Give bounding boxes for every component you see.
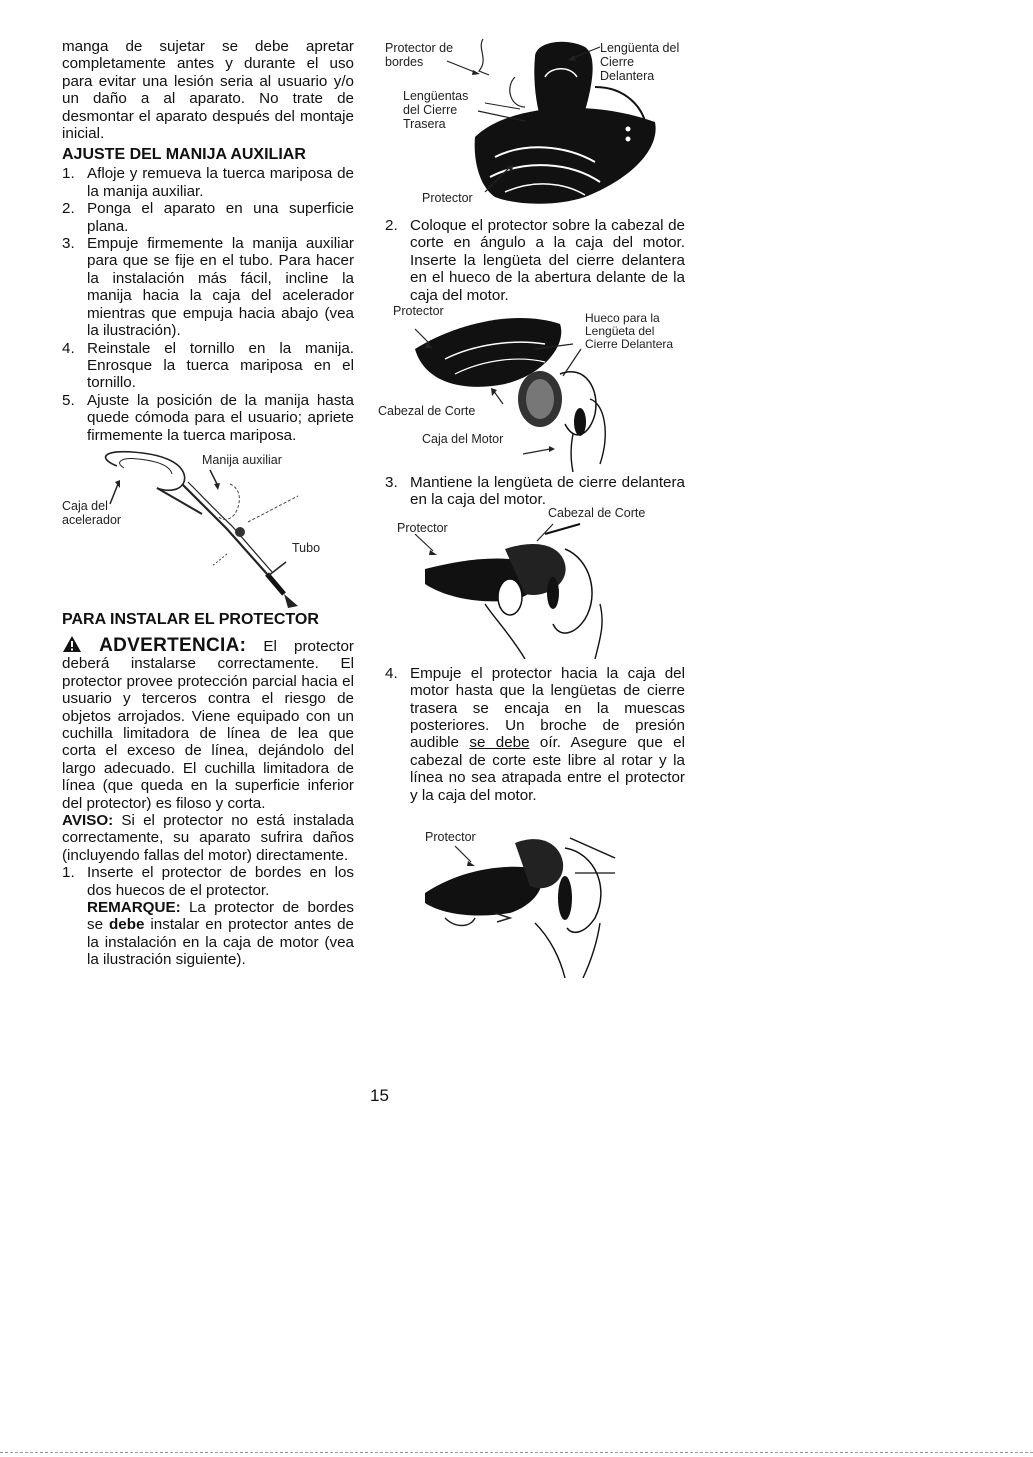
- label-lenguetas-trasera: Lengüentas del Cierre Trasera: [403, 89, 469, 131]
- aviso-text: Si el protector no está instalada correctamente, su aparato sufrira daños (incluyendo fallas del motor) directamente.: [62, 812, 354, 864]
- label-manija: Manija auxiliar: [202, 452, 282, 467]
- label-protector-bordes: Protector de bordes: [385, 41, 454, 69]
- shield-hold-illustration: [385, 505, 685, 659]
- shield-push-illustration: [385, 818, 685, 978]
- warning-text: El protector deberá instalarse correctamente. El protector provee protección parcial hacia el usuario y terceros contra el riesgo de objetos arrojados. Viene equipado con un cuchilla limitadora de línea de lea que corta el exceso de línea, dejándolo del largo adecuado. El cuchilla limitadora de línea (que queda en la superficie inferior del protector) es filoso y corta.: [62, 637, 354, 812]
- list-item: 1. Inserte el protector de bordes en los dos huecos de el protector. REMARQUE: La protector de bordes se debe instalar en protector antes de la instalación en la caja de motor (vea la ilustración siguiente).: [62, 864, 354, 969]
- label-cabezal-fig3: Cabezal de Corte: [378, 404, 476, 419]
- protector-step-2: [385, 217, 685, 304]
- protector-step-4: [385, 665, 685, 804]
- label-lengueta-delantera: Lengüenta del Cierre Delantera: [600, 41, 680, 83]
- list-item: 1. Afloje y remueva la tuerca mariposa de la manija auxiliar.: [62, 165, 354, 200]
- shield-insert-illustration: [378, 304, 685, 472]
- list-item: 2. Ponga el aparato en una superficie plana.: [62, 200, 354, 235]
- label-caja-acelerador: Caja del acelerador: [62, 498, 122, 527]
- handle-illustration: [62, 444, 354, 609]
- list-item: 4. Empuje el protector hacia la caja del motor hasta que la lengüetas de cierre trasera se encaja en la muescas posteriores. Un broche de presión audible se debe oír. Asegure que el cabezal de corte este libre al rotar y la línea no sea atrapada entre el protector y la caja del motor.: [385, 664, 685, 804]
- protector-heading: PARA INSTALAR EL PROTECTOR: [62, 610, 319, 628]
- label-caja-motor: Caja del Motor: [422, 432, 504, 447]
- list-item: 3. Empuje firmemente la manija auxiliar para que se fije en el tubo. Para hacer la instalación más fácil, incline la manija hacia la caja del acelerador mientras que empuja hacia abajo (vea la ilustración).: [62, 235, 354, 340]
- page-edge-rule: [0, 1452, 1033, 1453]
- label-protector-fig2: Protector: [422, 191, 473, 205]
- protector-steps-left: [62, 864, 354, 968]
- aviso-label: AVISO:: [62, 812, 114, 829]
- intro-paragraph: manga de sujetar se debe apretar completamente antes y durante el uso para evitar una lesión seria al usuario y/o un daño a al aparato. No trate de desmontar el aparato después del montaje inicial.: [62, 38, 354, 143]
- warning-title: ADVERTENCIA:: [99, 634, 247, 656]
- list-item: 2. Coloque el protector sobre la cabezal de corte en ángulo a la caja del motor. Inserte la lengüeta del cierre delantera en el hueco de la abertura delante de la caja del motor.: [385, 217, 685, 304]
- remark-label: REMARQUE:: [87, 899, 181, 917]
- label-hueco: Hueco para la Lengüeta del Cierre Delantera: [585, 311, 674, 352]
- label-tubo: Tubo: [292, 540, 321, 555]
- protector-step-3: [385, 474, 685, 509]
- shield-parts-illustration: [385, 37, 685, 209]
- warning-block: [62, 635, 354, 864]
- list-item: 3. Mantiene la lengüeta de cierre delantera en la caja del motor.: [385, 474, 685, 509]
- handle-heading: AJUSTE DEL MANIJA AUXILIAR: [62, 146, 306, 164]
- aviso-paragraph: [62, 812, 354, 864]
- page-number: 15: [370, 1086, 389, 1105]
- label-cabezal-fig4: Cabezal de Corte: [548, 505, 646, 520]
- label-protector-fig5: Protector: [425, 830, 476, 845]
- label-protector-fig4: Protector: [397, 520, 448, 535]
- list-item: 4. Reinstale el tornillo en la manija. Enrosque la tuerca mariposa en el tornillo.: [62, 339, 354, 392]
- handle-steps: [62, 165, 354, 444]
- left-column: [62, 38, 354, 969]
- warning-icon: [62, 635, 82, 653]
- label-protector-fig3: Protector: [393, 304, 444, 319]
- right-column: [378, 38, 685, 978]
- list-item: 5. Ajuste la posición de la manija hasta quede cómoda para el usuario; apriete firmemente la tuerca mariposa.: [62, 391, 354, 444]
